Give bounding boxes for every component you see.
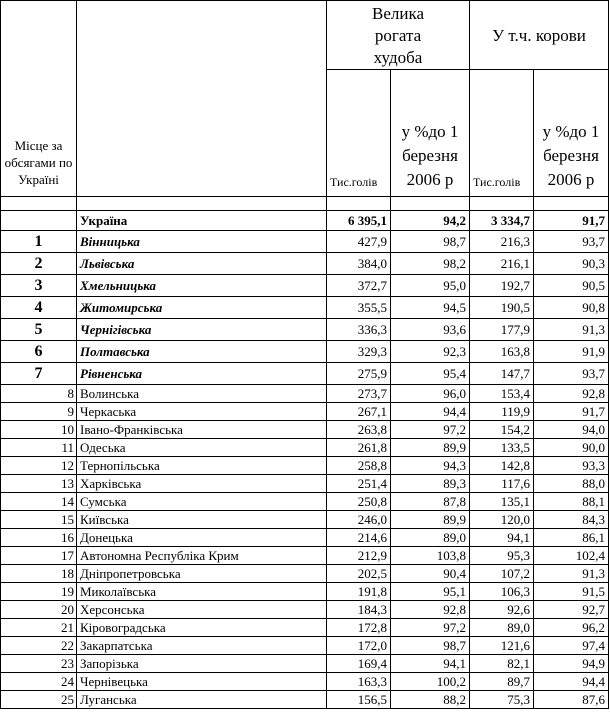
header-cattle-pct: у %до 1 березня 2006 р: [391, 70, 470, 197]
cell-name: Рівненська: [77, 363, 327, 385]
cell-name: Чернівецька: [77, 673, 327, 691]
cell-cows-pct: 90,3: [534, 253, 609, 275]
cell-cows: 106,3: [470, 583, 534, 601]
cell-rank: 9: [1, 403, 77, 421]
cell-rank: 23: [1, 655, 77, 673]
cell-name: Волинська: [77, 385, 327, 403]
cell-cattle-pct: 92,3: [391, 341, 470, 363]
table-row: [1, 231, 609, 253]
cell-cattle: 251,4: [327, 475, 391, 493]
cell-name: Київська: [77, 511, 327, 529]
header-place: Місце за обсягами по Україні: [1, 1, 77, 197]
cell-rank: 17: [1, 547, 77, 565]
cell-name: Сумська: [77, 493, 327, 511]
cell-name: Івано-Франківська: [77, 421, 327, 439]
cell-cows-pct: 90,8: [534, 297, 609, 319]
header-row-groups: [1, 1, 609, 70]
cell-cows-pct: 91,3: [534, 565, 609, 583]
cell-rank: 10: [1, 421, 77, 439]
cell-cattle-pct: 94,3: [391, 457, 470, 475]
cell-name: Донецька: [77, 529, 327, 547]
cell-cows-pct: 97,4: [534, 637, 609, 655]
total-name: Україна: [77, 211, 327, 231]
cell-name: Херсонська: [77, 601, 327, 619]
cell-name: Кіровоградська: [77, 619, 327, 637]
cell-cows: 75,3: [470, 691, 534, 709]
cell-cattle-pct: 89,0: [391, 529, 470, 547]
cell-cows: 92,6: [470, 601, 534, 619]
cell-cattle-pct: 95,1: [391, 583, 470, 601]
cell-rank: 11: [1, 439, 77, 457]
table-row: [1, 547, 609, 565]
cell-cows-pct: 87,6: [534, 691, 609, 709]
table-row: [1, 475, 609, 493]
cell-cows: 117,6: [470, 475, 534, 493]
cell-name: Дніпропетровська: [77, 565, 327, 583]
cell-cattle: 250,8: [327, 493, 391, 511]
cell-cows: 216,3: [470, 231, 534, 253]
cell-cows-pct: 90,0: [534, 439, 609, 457]
table-row: [1, 341, 609, 363]
cell-cattle: 156,5: [327, 691, 391, 709]
total-cows: 3 334,7: [470, 211, 534, 231]
cell-cows: 177,9: [470, 319, 534, 341]
header-cows-pct: у %до 1 березня 2006 р: [534, 70, 609, 197]
cell-name: Харківська: [77, 475, 327, 493]
cell-cattle-pct: 95,0: [391, 275, 470, 297]
cell-rank: 16: [1, 529, 77, 547]
blank-row: [1, 197, 609, 211]
cell-cattle-pct: 94,1: [391, 655, 470, 673]
cell-cattle-pct: 97,2: [391, 421, 470, 439]
cell-rank: 15: [1, 511, 77, 529]
table-row: [1, 439, 609, 457]
cell-cattle-pct: 98,7: [391, 231, 470, 253]
cell-cows: 142,8: [470, 457, 534, 475]
cell-cattle-pct: 90,4: [391, 565, 470, 583]
cell-cows: 94,1: [470, 529, 534, 547]
cell-cattle: 184,3: [327, 601, 391, 619]
cell-name: Житомирська: [77, 297, 327, 319]
cell-rank: 2: [1, 253, 77, 275]
cell-name: Хмельницька: [77, 275, 327, 297]
table-row: [1, 511, 609, 529]
cell-cows: 121,6: [470, 637, 534, 655]
cell-cattle-pct: 98,7: [391, 637, 470, 655]
cell-cows-pct: 93,7: [534, 363, 609, 385]
cell-cows: 147,7: [470, 363, 534, 385]
table-row: [1, 691, 609, 709]
cell-cows-pct: 93,3: [534, 457, 609, 475]
cell-cattle: 202,5: [327, 565, 391, 583]
cell-cows: 163,8: [470, 341, 534, 363]
cell-cows-pct: 91,3: [534, 319, 609, 341]
cell-name: Львівська: [77, 253, 327, 275]
cell-rank: 6: [1, 341, 77, 363]
cell-name: Одеська: [77, 439, 327, 457]
cell-cattle-pct: 97,2: [391, 619, 470, 637]
cell-cows-pct: 93,7: [534, 231, 609, 253]
table-row: [1, 275, 609, 297]
cell-cattle: 172,0: [327, 637, 391, 655]
cell-cattle: 246,0: [327, 511, 391, 529]
cell-cattle: 212,9: [327, 547, 391, 565]
cell-cattle-pct: 93,6: [391, 319, 470, 341]
cell-cattle: 267,1: [327, 403, 391, 421]
cell-cows-pct: 96,2: [534, 619, 609, 637]
cell-name: Чернігівська: [77, 319, 327, 341]
total-cattle-pct: 94,2: [391, 211, 470, 231]
cell-name: Автономна Республіка Крим: [77, 547, 327, 565]
header-cattle-heads: Тис.голів: [327, 70, 391, 197]
cell-cows-pct: 94,9: [534, 655, 609, 673]
table-row: [1, 565, 609, 583]
cell-cows-pct: 94,0: [534, 421, 609, 439]
table-row: [1, 673, 609, 691]
cell-cows-pct: 91,7: [534, 403, 609, 421]
cell-cows: 154,2: [470, 421, 534, 439]
cell-cows: 107,2: [470, 565, 534, 583]
cell-cattle: 258,8: [327, 457, 391, 475]
cell-cows-pct: 94,4: [534, 673, 609, 691]
cell-cows-pct: 88,0: [534, 475, 609, 493]
cell-rank: 4: [1, 297, 77, 319]
total-cows-pct: 91,7: [534, 211, 609, 231]
cell-cows-pct: 88,1: [534, 493, 609, 511]
cell-cows: 89,0: [470, 619, 534, 637]
cell-cattle: 384,0: [327, 253, 391, 275]
cell-cattle-pct: 94,5: [391, 297, 470, 319]
cell-rank: 1: [1, 231, 77, 253]
cell-cattle: 336,3: [327, 319, 391, 341]
cell-cattle: 355,5: [327, 297, 391, 319]
cell-cows: 120,0: [470, 511, 534, 529]
cell-cattle-pct: 89,9: [391, 511, 470, 529]
cell-cattle-pct: 92,8: [391, 601, 470, 619]
cell-name: Вінницька: [77, 231, 327, 253]
cell-cows-pct: 86,1: [534, 529, 609, 547]
cell-rank: 21: [1, 619, 77, 637]
table-row: [1, 637, 609, 655]
cell-cows-pct: 92,8: [534, 385, 609, 403]
cell-rank: 13: [1, 475, 77, 493]
cell-cattle-pct: 103,8: [391, 547, 470, 565]
cell-rank: 20: [1, 601, 77, 619]
table-row: [1, 319, 609, 341]
table-row: [1, 583, 609, 601]
table-row: [1, 253, 609, 275]
cell-name: Тернопільська: [77, 457, 327, 475]
cell-cows-pct: 92,7: [534, 601, 609, 619]
cell-name: Миколаївська: [77, 583, 327, 601]
cell-cattle-pct: 98,2: [391, 253, 470, 275]
cell-rank: 19: [1, 583, 77, 601]
cell-cows: 216,1: [470, 253, 534, 275]
cell-rank: 24: [1, 673, 77, 691]
cell-name: Запорізька: [77, 655, 327, 673]
cell-cows: 89,7: [470, 673, 534, 691]
cell-rank: 12: [1, 457, 77, 475]
cell-cows: 95,3: [470, 547, 534, 565]
cell-cows-pct: 91,5: [534, 583, 609, 601]
cell-cows: 135,1: [470, 493, 534, 511]
cell-rank: 14: [1, 493, 77, 511]
cell-cattle-pct: 96,0: [391, 385, 470, 403]
cell-rank: 8: [1, 385, 77, 403]
cell-cattle-pct: 89,9: [391, 439, 470, 457]
cell-cattle-pct: 94,4: [391, 403, 470, 421]
cell-cattle: 172,8: [327, 619, 391, 637]
cell-name: Закарпатська: [77, 637, 327, 655]
table-row: [1, 421, 609, 439]
cell-cows: 153,4: [470, 385, 534, 403]
cell-cattle: 273,7: [327, 385, 391, 403]
cell-cattle: 214,6: [327, 529, 391, 547]
cell-cows-pct: 91,9: [534, 341, 609, 363]
cell-cows: 192,7: [470, 275, 534, 297]
cell-rank: 7: [1, 363, 77, 385]
cell-name: Луганська: [77, 691, 327, 709]
table-row: [1, 403, 609, 421]
table-row: [1, 655, 609, 673]
cell-cattle: 169,4: [327, 655, 391, 673]
cell-cows-pct: 84,3: [534, 511, 609, 529]
cell-name: Черкаська: [77, 403, 327, 421]
cell-cattle: 263,8: [327, 421, 391, 439]
total-cattle: 6 395,1: [327, 211, 391, 231]
cell-cattle-pct: 95,4: [391, 363, 470, 385]
cell-cattle: 372,7: [327, 275, 391, 297]
cell-cattle-pct: 88,2: [391, 691, 470, 709]
region-rows: [1, 231, 609, 709]
cell-cattle: 427,9: [327, 231, 391, 253]
table-row: [1, 493, 609, 511]
cell-cows-pct: 90,5: [534, 275, 609, 297]
header-cows: У т.ч. корови: [470, 1, 609, 70]
table-row: [1, 297, 609, 319]
table-row: [1, 457, 609, 475]
cell-cows: 190,5: [470, 297, 534, 319]
table-row: [1, 619, 609, 637]
cell-cattle: 329,3: [327, 341, 391, 363]
cell-rank: 18: [1, 565, 77, 583]
cell-rank: 3: [1, 275, 77, 297]
table-row: [1, 601, 609, 619]
table-row: [1, 529, 609, 547]
cell-cattle: 191,8: [327, 583, 391, 601]
cell-cattle-pct: 87,8: [391, 493, 470, 511]
cell-cows-pct: 102,4: [534, 547, 609, 565]
header-cows-heads: Тис.голів: [470, 70, 534, 197]
table-row: [1, 363, 609, 385]
cell-rank: 5: [1, 319, 77, 341]
cell-cattle-pct: 89,3: [391, 475, 470, 493]
cell-cows: 82,1: [470, 655, 534, 673]
table-row: [1, 385, 609, 403]
cell-rank: 22: [1, 637, 77, 655]
cell-name: Полтавська: [77, 341, 327, 363]
cell-cattle: 163,3: [327, 673, 391, 691]
cell-rank: 25: [1, 691, 77, 709]
cell-cows: 119,9: [470, 403, 534, 421]
cell-cows: 133,5: [470, 439, 534, 457]
header-cattle: Велика рогата худоба: [327, 1, 470, 70]
header-name-blank: [77, 1, 327, 197]
cell-cattle: 275,9: [327, 363, 391, 385]
cell-cattle: 261,8: [327, 439, 391, 457]
cell-cattle-pct: 100,2: [391, 673, 470, 691]
total-row: [1, 211, 609, 231]
